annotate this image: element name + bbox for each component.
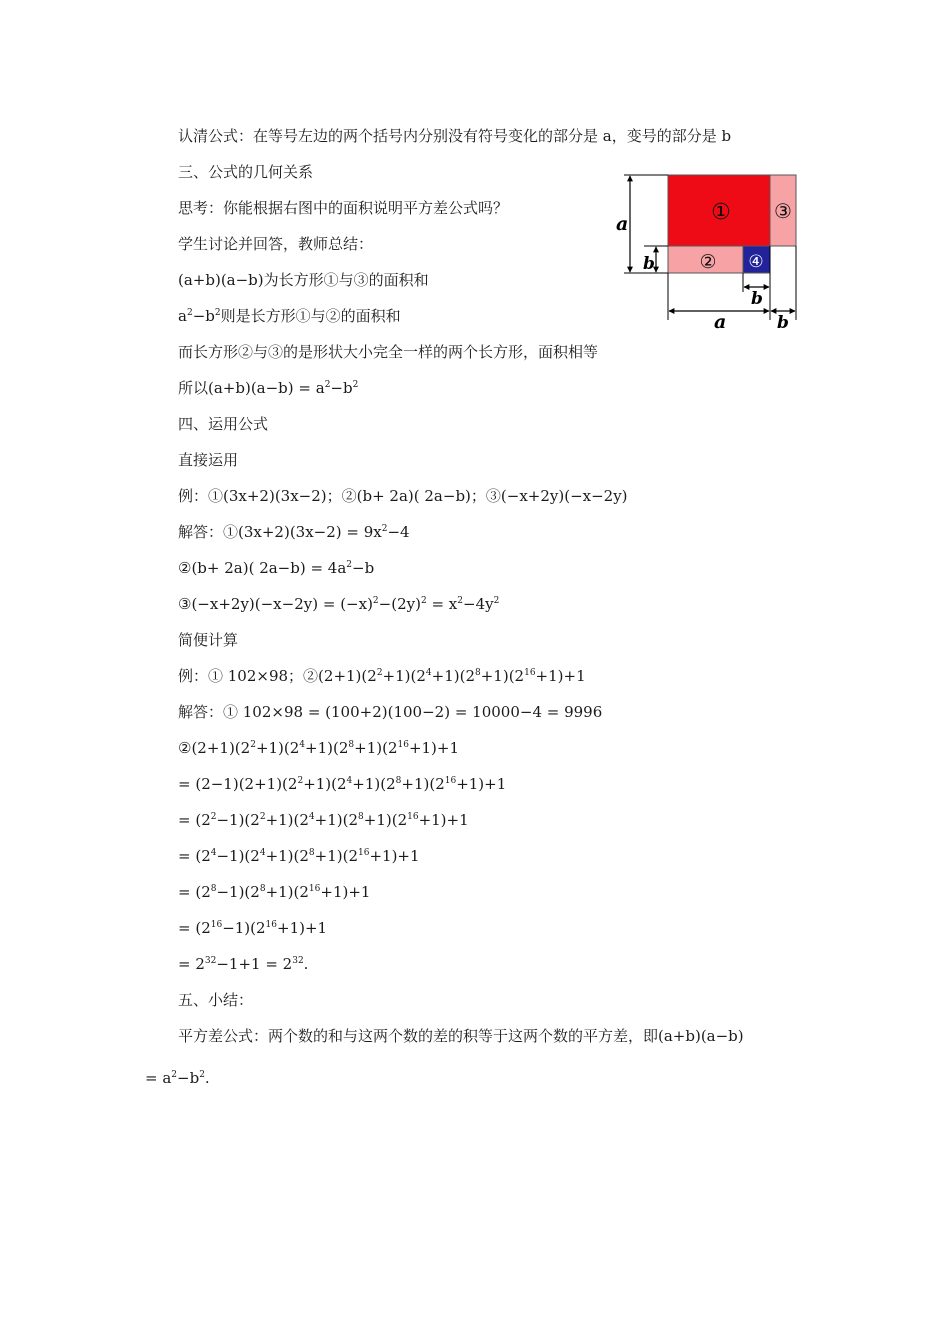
text-line: 学生讨论并回答，教师总结： <box>178 235 374 253</box>
text-line: = $2^{32}-1+1 = 2^{32}$. <box>178 955 309 973</box>
text-line: $a^2-b^2$则是长方形①与②的面积和 <box>178 307 401 325</box>
text-line: = $(2^8-1)(2^8+1)(2^{16}+1)+1$ <box>178 883 371 901</box>
text-line: ③(−x+2y)(−x−2y) = $(-x)^2-(2y)^2 = x^2-4y^2$ <box>178 595 500 613</box>
text-line: 解答：① 102×98 = (100+2)(100−2) = 10000−4 = 9996 <box>178 703 603 721</box>
dim-label-b-vertical: b <box>643 254 655 274</box>
text-line: = $a^2-b^2$. <box>145 1069 210 1087</box>
area-diagram <box>612 170 802 330</box>
text-line: (a+b)(a−b)为长方形①与③的面积和 <box>178 271 429 289</box>
dim-label-b-right: b <box>777 313 789 330</box>
region-4-label: ④ <box>748 252 764 272</box>
dim-label-a-horizontal: a <box>714 311 727 330</box>
area-diagram-svg <box>612 170 802 330</box>
text-line: = $(2^2-1)(2^2+1)(2^4+1)(2^8+1)(2^{16}+1)+1$ <box>178 811 469 829</box>
text-line: ②(b+ 2a)( $2a-b) = 4a^2-b$ <box>178 559 375 577</box>
text-line: = $(2^4-1)(2^4+1)(2^8+1)(2^{16}+1)+1$ <box>178 847 420 865</box>
text-line: 认清公式：在等号左边的两个括号内分别没有符号变化的部分是 a，变号的部分是 b <box>178 127 732 145</box>
text-line: 例：①(3x+2)(3x−2)；②(b+ 2a)( 2a−b)；③(−x+2y)(−x−2y) <box>178 487 628 505</box>
dim-label-b-inner: b <box>751 289 763 309</box>
subheading: 简便计算 <box>178 631 239 649</box>
text-line: 思考：你能根据右图中的面积说明平方差公式吗？ <box>178 199 509 217</box>
text-line: = $(2-1)(2+1)(2^2+1)(2^4+1)(2^8+1)(2^{16}+1)+1$ <box>178 775 507 793</box>
text-line: $②(2+1)(2^2+1)(2^4+1)(2^8+1)(2^{16}+1)+1$ <box>178 739 460 757</box>
dim-label-a-vertical: a <box>616 213 629 235</box>
text-line: 而长方形②与③的是形状大小完全一样的两个长方形，面积相等 <box>178 343 599 361</box>
section-heading: 五、小结： <box>178 991 254 1009</box>
text-line: = $(2^{16}-1)(2^{16}+1)+1$ <box>178 919 328 937</box>
text-line: 所以$(a+b)(a-b) = a^2-b^2$ <box>178 379 359 397</box>
text-line: 解答：①(3x+2)(3x−2) = $9x^2-4$ <box>178 523 410 541</box>
subheading: 直接运用 <box>178 451 239 469</box>
region-3-label: ③ <box>774 199 792 223</box>
section-heading: 四、运用公式 <box>178 415 269 433</box>
region-1-label: ① <box>711 200 731 225</box>
text-line: 平方差公式：两个数的和与这两个数的差的积等于这两个数的平方差，即(a+b)(a−b) <box>178 1027 744 1045</box>
region-2-label: ② <box>699 251 717 273</box>
text-line: 例：① 102×98；$②(2+1)(2^2+1)(2^4+1)(2^8+1)(2^{16}+1)+1$ <box>178 667 586 685</box>
section-heading: 三、公式的几何关系 <box>178 163 314 181</box>
